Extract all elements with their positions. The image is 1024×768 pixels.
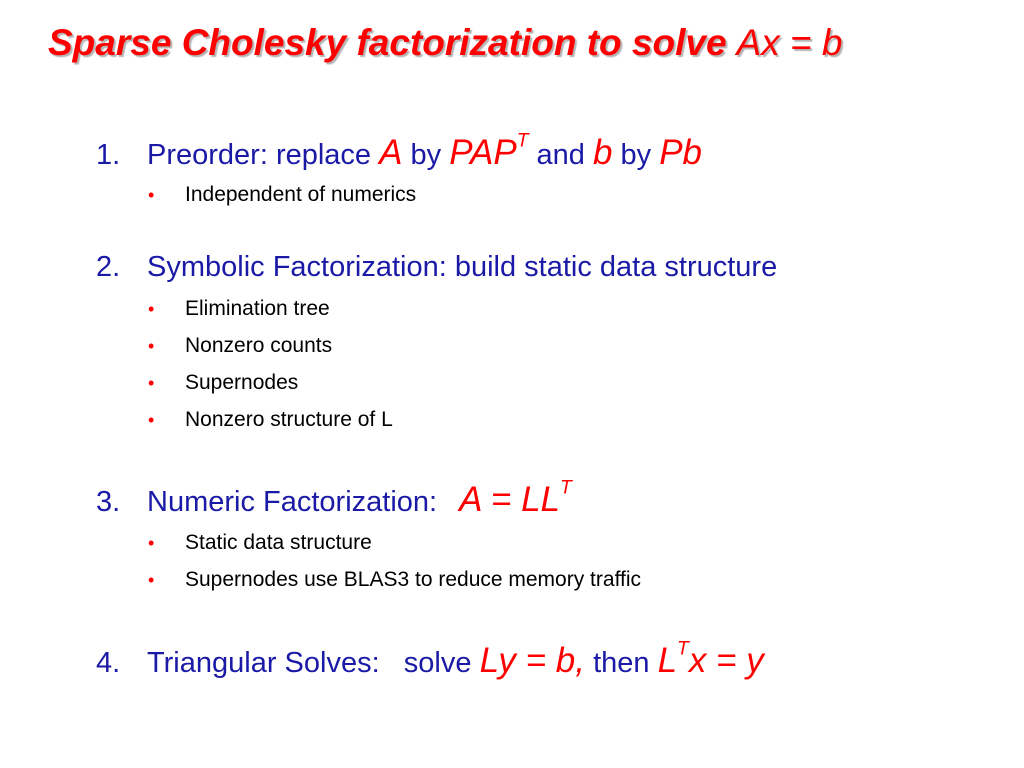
bullet-item: • Nonzero counts	[148, 334, 333, 357]
bullet-item: • Elimination tree	[148, 297, 330, 320]
math-A-equals-LLT: $A = LL^T$	[459, 477, 572, 519]
math-LTx-equals-y: $L^Tx = y$	[657, 638, 764, 680]
step-text: Symbolic Factorization: build static data structure	[147, 251, 778, 283]
slide-title	[48, 22, 842, 64]
step-text: Preorder: replace	[147, 139, 372, 171]
math-PAP: $PAP^T$	[449, 130, 529, 172]
step-text: and	[536, 139, 585, 171]
step-number: 4.	[96, 647, 121, 679]
step-number: 1.	[96, 139, 121, 171]
math-A: A	[379, 133, 403, 172]
bullet-dot: •	[148, 533, 155, 553]
step-number: 3.	[96, 486, 121, 518]
bullet-item: • Static data structure	[148, 531, 372, 554]
math-b: b	[592, 133, 613, 172]
bullet-dot: •	[148, 410, 155, 430]
step-text: Numeric Factorization:	[147, 486, 438, 518]
bullet-item: • Supernodes use BLAS3 to reduce memory traffic	[148, 568, 642, 591]
bullet-item: • Nonzero structure of L	[148, 408, 393, 431]
step-numeric-factorization	[96, 477, 572, 520]
bullet-item: • Independent of numerics	[148, 183, 417, 206]
bullet-dot: •	[148, 185, 155, 205]
bullet-dot: •	[148, 299, 155, 319]
step-text: by	[620, 139, 652, 171]
step-text: by	[410, 139, 442, 171]
step-text: Triangular Solves: solve	[147, 647, 472, 679]
math-Ly-equals-b: Ly = b,	[479, 641, 585, 680]
bullet-item: • Supernodes	[148, 371, 299, 394]
step-number: 2.	[96, 251, 121, 283]
math-Pb: Pb	[659, 133, 703, 172]
step-text: then	[593, 647, 650, 679]
step-triangular-solves	[96, 638, 764, 681]
title-text: Sparse Cholesky factorization to solve	[48, 22, 727, 63]
bullet-dot: •	[148, 336, 155, 356]
step-preorder	[96, 130, 703, 173]
title-equation: Ax = b	[736, 22, 843, 63]
bullet-dot: •	[148, 373, 155, 393]
step-symbolic-factorization	[96, 251, 777, 284]
bullet-dot: •	[148, 570, 155, 590]
